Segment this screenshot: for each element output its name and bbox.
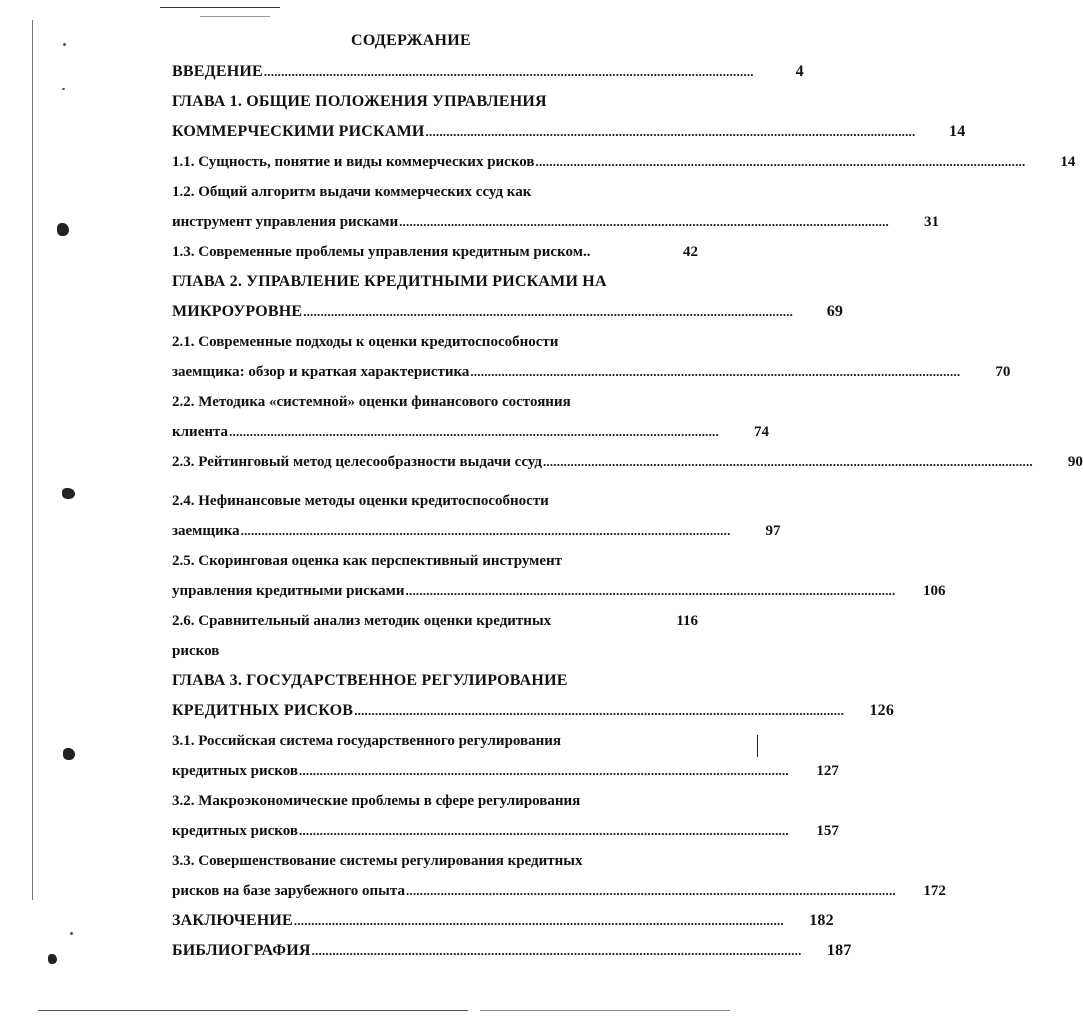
entry-text: рисков на базе зарубежного опыта — [172, 883, 405, 899]
dot-leader: .............................................................................................................................................. — [535, 154, 1026, 169]
toc-entry-2-5[interactable] — [172, 580, 946, 602]
toc-entry-chapter-3[interactable] — [172, 700, 895, 722]
toc-entry-chapter-2-title[interactable] — [172, 271, 698, 293]
page-number: 97 — [765, 523, 781, 539]
entry-text: ГЛАВА 1. ОБЩИЕ ПОЛОЖЕНИЯ УПРАВЛЕНИЯ — [172, 93, 547, 110]
page-number: 14 — [949, 123, 966, 140]
page-number: 31 — [924, 214, 940, 230]
page-number: 4 — [795, 63, 804, 80]
entry-text: рисков — [172, 643, 220, 659]
entry-text: заемщика — [172, 523, 240, 539]
bottom-scan-line-2 — [480, 1010, 730, 1011]
entry-text: 2.6. Сравнительный анализ методик оценки кредитных — [172, 613, 552, 629]
toc-entry-2-2-line1[interactable] — [172, 391, 698, 413]
margin-blot — [48, 954, 57, 964]
margin-blot — [57, 223, 69, 236]
entry-text: 1.1. Сущность, понятие и виды коммерческих рисков — [172, 154, 535, 170]
dot-leader: .............................................................................................................................................. — [311, 943, 802, 958]
toc-entry-2-4[interactable] — [172, 520, 781, 542]
toc-entry-2-5-line1[interactable] — [172, 550, 698, 572]
toc-entry-chapter-3-title[interactable] — [172, 670, 698, 692]
toc-entry-2-1-line1[interactable] — [172, 331, 698, 353]
page-number: 69 — [826, 303, 844, 320]
entry-text: клиента — [172, 424, 229, 440]
top-scan-line — [160, 7, 280, 8]
dot-leader: .............................................................................................................................................. — [405, 583, 896, 598]
entry-text: ГЛАВА 3. ГОСУДАРСТВЕННОЕ РЕГУЛИРОВАНИЕ — [172, 672, 568, 689]
toc-entry-chapter-1-title[interactable] — [172, 91, 698, 113]
entry-text: заемщика: обзор и краткая характеристика — [172, 364, 470, 380]
toc-entry-2-6-line2[interactable] — [172, 640, 698, 662]
dot-leader: .............................................................................................................................................. — [399, 214, 890, 229]
toc-entry-2-1[interactable] — [172, 361, 1011, 383]
dot-leader: .............................................................................................................................................. — [425, 124, 916, 139]
dot-leader: .............................................................................................................................................. — [354, 703, 845, 718]
toc-entry-conclusion[interactable] — [172, 910, 834, 932]
page-number: 90 — [1067, 454, 1083, 470]
page-number: 127 — [816, 763, 839, 779]
entry-text: 2.5. Скоринговая оценка как перспективный инструмент — [172, 553, 563, 569]
bottom-scan-line — [38, 1010, 468, 1011]
dot-leader: .............................................................................................................................................. — [240, 523, 731, 538]
entry-text: кредитных рисков — [172, 763, 298, 779]
page-number: 14 — [1060, 154, 1076, 170]
entry-text: 2.1. Современные подходы к оценки кредитоспособности — [172, 334, 559, 350]
margin-blot — [62, 488, 75, 499]
dot-leader: .............................................................................................................................................. — [263, 64, 754, 79]
page-number: 182 — [809, 912, 834, 929]
toc-entry-1-2[interactable] — [172, 211, 940, 233]
toc-entry-2-3[interactable] — [172, 451, 1083, 473]
entry-text: инструмент управления рисками — [172, 214, 399, 230]
entry-text: кредитных рисков — [172, 823, 298, 839]
toc-entry-3-3-line1[interactable] — [172, 850, 698, 872]
page-number: 126 — [869, 702, 895, 719]
entry-text: КОММЕРЧЕСКИМИ РИСКАМИ — [172, 123, 425, 140]
entry-text: ГЛАВА 2. УПРАВЛЕНИЕ КРЕДИТНЫМИ РИСКАМИ НА — [172, 273, 607, 290]
toc-entry-3-2-line1[interactable] — [172, 790, 698, 812]
dot-leader: .............................................................................................................................................. — [303, 304, 794, 319]
margin-speck — [70, 932, 73, 935]
entry-text: 3.3. Совершенствование системы регулирования кредитных — [172, 853, 583, 869]
toc-entry-3-2[interactable] — [172, 820, 839, 842]
toc-entry-2-6[interactable] — [172, 610, 698, 632]
toc-entry-1-2-line1[interactable] — [172, 181, 698, 203]
entry-text: 2.2. Методика «системной» оценки финансового состояния — [172, 394, 571, 410]
page-number: 70 — [995, 364, 1011, 380]
toc-entry-3-1-line1[interactable] — [172, 730, 698, 752]
margin-blot — [63, 748, 75, 760]
entry-text: 1.3. Современные проблемы управления кредитным риском.. — [172, 244, 591, 260]
dot-leader: .............................................................................................................................................. — [298, 763, 789, 778]
entry-text: 3.1. Российская система государственного регулирования — [172, 733, 562, 749]
toc-entry-2-2[interactable] — [172, 421, 769, 443]
margin-speck — [62, 88, 65, 90]
entry-text: 2.3. Рейтинговый метод целесообразности выдачи ссуд — [172, 454, 542, 470]
top-scan-line-2 — [200, 16, 270, 17]
entry-text: ВВЕДЕНИЕ — [172, 63, 263, 80]
dot-leader: .............................................................................................................................................. — [405, 883, 896, 898]
dot-leader: .............................................................................................................................................. — [542, 454, 1033, 469]
toc-entry-chapter-2[interactable] — [172, 301, 844, 323]
entry-text: 1.2. Общий алгоритм выдачи коммерческих ссуд как — [172, 184, 532, 200]
entry-text: управления кредитными рисками — [172, 583, 405, 599]
entry-text: КРЕДИТНЫХ РИСКОВ — [172, 702, 354, 719]
dot-leader: .............................................................................................................................................. — [229, 424, 719, 439]
entry-text: БИБЛИОГРАФИЯ — [172, 942, 311, 959]
toc-entry-1-1[interactable] — [172, 151, 1076, 173]
page-number: 106 — [922, 583, 946, 599]
right-scan-mark — [757, 735, 758, 757]
page-number: 116 — [676, 613, 698, 629]
page-number: 157 — [816, 823, 839, 839]
toc-entry-2-4-line1[interactable] — [172, 490, 698, 512]
toc-entry-introduction[interactable] — [172, 61, 804, 83]
toc-entry-3-3[interactable] — [172, 880, 946, 902]
entry-text: МИКРОУРОВНЕ — [172, 303, 303, 320]
dot-leader: .............................................................................................................................................. — [470, 364, 961, 379]
toc-entry-bibliography[interactable] — [172, 940, 852, 962]
page-number: 172 — [923, 883, 946, 899]
entry-text: ЗАКЛЮЧЕНИЕ — [172, 912, 293, 929]
dot-leader: .............................................................................................................................................. — [293, 913, 784, 928]
dot-leader: .............................................................................................................................................. — [298, 823, 789, 838]
page-number: 42 — [683, 244, 698, 260]
entry-text: 2.4. Нефинансовые методы оценки кредитоспособности — [172, 493, 549, 509]
toc-title: СОДЕРЖАНИЕ — [350, 32, 472, 49]
left-scan-edge — [32, 20, 33, 900]
toc-entry-1-3[interactable] — [172, 241, 698, 263]
toc-entry-3-1[interactable] — [172, 760, 839, 782]
entry-text: 3.2. Макроэкономические проблемы в сфере регулирования — [172, 793, 581, 809]
page-number: 187 — [826, 942, 852, 959]
toc-entry-chapter-1[interactable] — [172, 121, 966, 143]
page-number: 74 — [753, 424, 769, 440]
